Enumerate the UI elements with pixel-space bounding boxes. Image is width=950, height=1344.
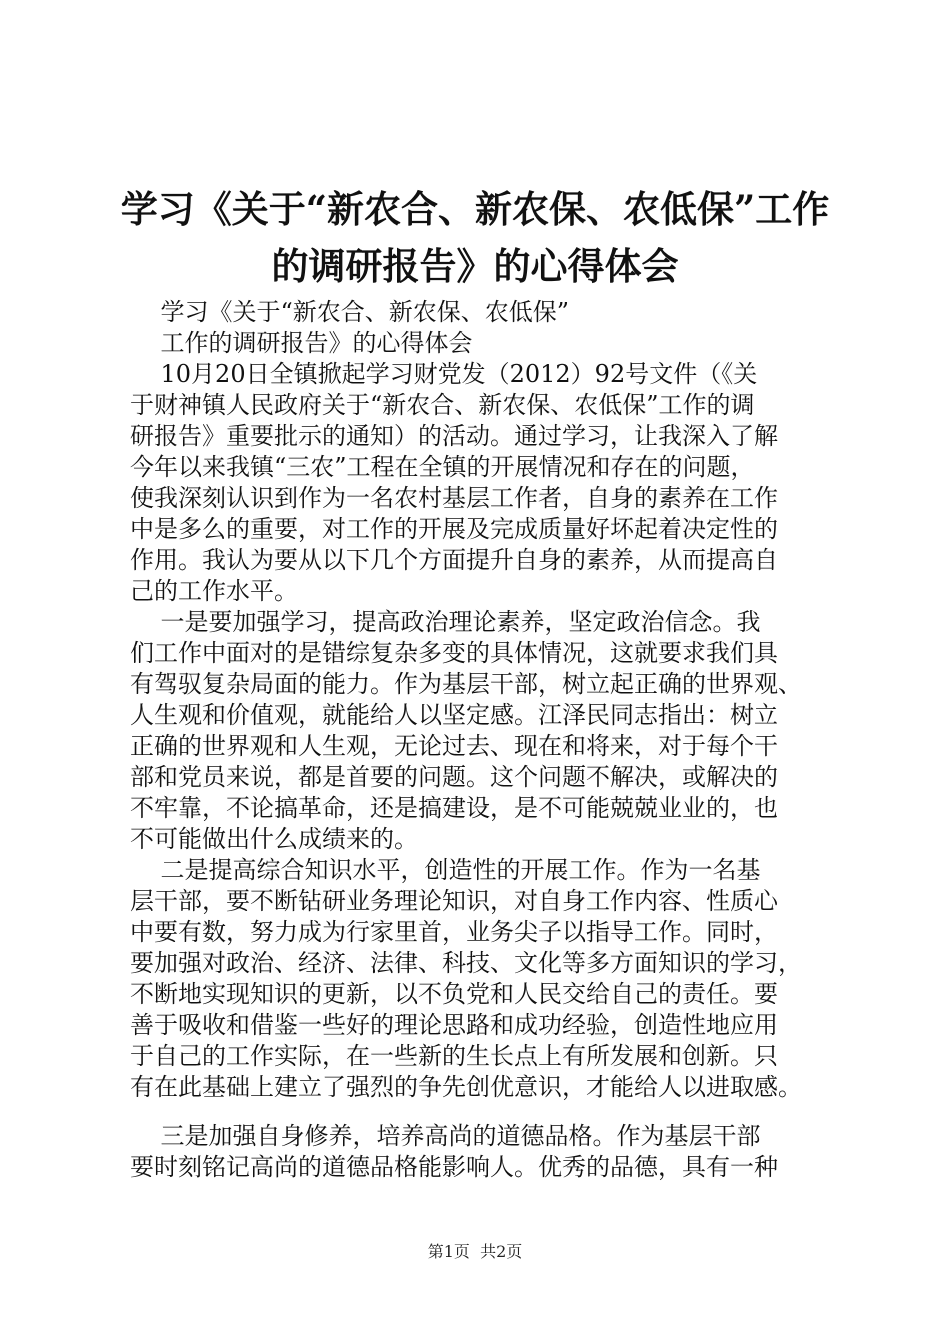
body-text-line: 中是多么的重要，对工作的开展及完成质量好坏起着决定性的 — [130, 515, 778, 543]
body-text-line: 于自己的工作实际，在一些新的生长点上有所发展和创新。只 — [130, 1042, 778, 1070]
document-title-line-2: 的调研报告》的心得体会 — [271, 244, 679, 288]
body-text-line: 正确的世界观和人生观，无论过去、现在和将来，对于每个干 — [130, 732, 778, 760]
body-text-line: 今年以来我镇“三农”工程在全镇的开展情况和存在的问题， — [130, 453, 755, 481]
body-text-line: 层干部，要不断钻研业务理论知识，对自身工作内容、性质心 — [130, 887, 778, 915]
body-text-line: 部和党员来说，都是首要的问题。这个问题不解决，或解决的 — [130, 763, 778, 791]
body-text-line: 使我深刻认识到作为一名农村基层工作者，自身的素养在工作 — [130, 484, 778, 512]
body-text-line: 二是提高综合知识水平，创造性的开展工作。作为一名基 — [130, 856, 761, 884]
body-text-line: 有在此基础上建立了强烈的争先创优意识，才能给人以进取感。 — [130, 1073, 802, 1101]
body-text-line: 学习《关于“新农合、新农保、农低保” — [130, 298, 570, 326]
body-text-line: 10月20日全镇掀起学习财党发（2012）92号文件（《关 — [130, 360, 758, 388]
body-text-line: 们工作中面对的是错综复杂多变的具体情况，这就要求我们具 — [130, 639, 778, 667]
body-text-line: 要时刻铭记高尚的道德品格能影响人。优秀的品德，具有一种 — [130, 1153, 778, 1181]
body-text-line: 作用。我认为要从以下几个方面提升自身的素养，从而提高自 — [130, 546, 778, 574]
body-text-line: 善于吸收和借鉴一些好的理论思路和成功经验，创造性地应用 — [130, 1011, 778, 1039]
document-title-line-1: 学习《关于“新农合、新农保、农低保”工作 — [120, 187, 830, 231]
body-text-line: 中要有数，努力成为行家里首，业务尖子以指导工作。同时， — [130, 918, 778, 946]
body-text-line: 人生观和价值观，就能给人以坚定感。江泽民同志指出：树立 — [130, 701, 778, 729]
body-text-block-1 — [130, 297, 850, 1103]
body-text-line: 有驾驭复杂局面的能力。作为基层干部，树立起正确的世界观、 — [130, 670, 802, 698]
page-footer: 第1页 共2页 — [427, 1242, 523, 1261]
body-text-line: 己的工作水平。 — [130, 577, 298, 605]
body-text-line: 研报告》重要批示的通知）的活动。通过学习，让我深入了解 — [130, 422, 778, 450]
body-text-line: 要加强对政治、经济、法律、科技、文化等多方面知识的学习， — [130, 949, 802, 977]
body-text-line: 不断地实现知识的更新，以不负党和人民交给自己的责任。要 — [130, 980, 778, 1008]
body-text-block-2 — [130, 1121, 850, 1183]
body-text-line: 不牢靠，不论搞革命，还是搞建设，是不可能兢兢业业的，也 — [130, 794, 778, 822]
body-text-line: 于财神镇人民政府关于“新农合、新农保、农低保”工作的调 — [130, 391, 755, 419]
body-text-line: 工作的调研报告》的心得体会 — [130, 329, 473, 357]
body-text-line: 三是加强自身修养，培养高尚的道德品格。作为基层干部 — [130, 1122, 761, 1150]
body-text-line: 一是要加强学习，提高政治理论素养，坚定政治信念。我 — [130, 608, 761, 636]
body-text-line: 不可能做出什么成绩来的。 — [130, 825, 418, 853]
